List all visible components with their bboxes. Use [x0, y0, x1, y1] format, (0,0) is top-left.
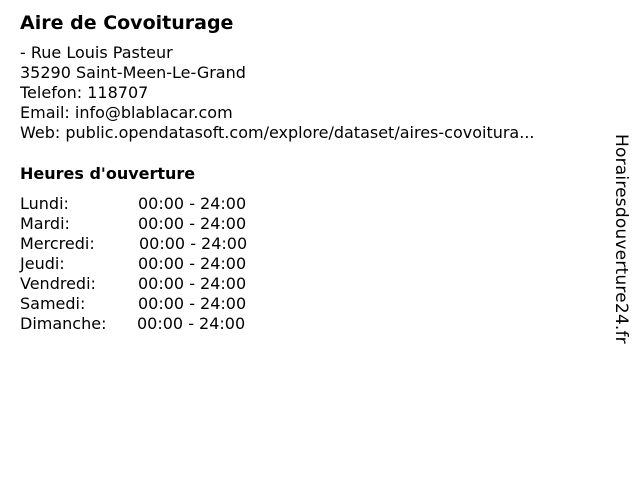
- site-watermark: Horairesdouverture24.fr: [611, 134, 631, 344]
- street-address: - Rue Louis Pasteur: [20, 43, 173, 62]
- place-title: Aire de Covoiturage: [20, 12, 234, 34]
- email-line: Email: info@blablacar.com: [20, 103, 233, 122]
- time-range: 00:00 - 24:00: [138, 194, 247, 213]
- day-label: Mercredi:: [20, 234, 95, 253]
- city-postal: 35290 Saint-Meen-Le-Grand: [20, 63, 246, 82]
- day-label: Lundi:: [20, 194, 69, 213]
- time-range: 00:00 - 24:00: [139, 234, 248, 253]
- time-range: 00:00 - 24:00: [138, 214, 247, 233]
- time-range: 00:00 - 24:00: [138, 254, 247, 273]
- time-range: 00:00 - 24:00: [137, 314, 246, 333]
- hours-heading: Heures d'ouverture: [20, 164, 196, 183]
- day-label: Vendredi:: [20, 274, 96, 293]
- web-line: Web: public.opendatasoft.com/explore/dataset/aires-covoitura...: [20, 123, 535, 142]
- day-label: Jeudi:: [20, 254, 65, 273]
- time-range: 00:00 - 24:00: [138, 274, 247, 293]
- address-block: [20, 43, 535, 143]
- day-label: Mardi:: [20, 214, 70, 233]
- day-label: Samedi:: [20, 294, 86, 313]
- phone-line: Telefon: 118707: [20, 83, 149, 102]
- day-label: Dimanche:: [20, 314, 107, 333]
- time-range: 00:00 - 24:00: [138, 294, 247, 313]
